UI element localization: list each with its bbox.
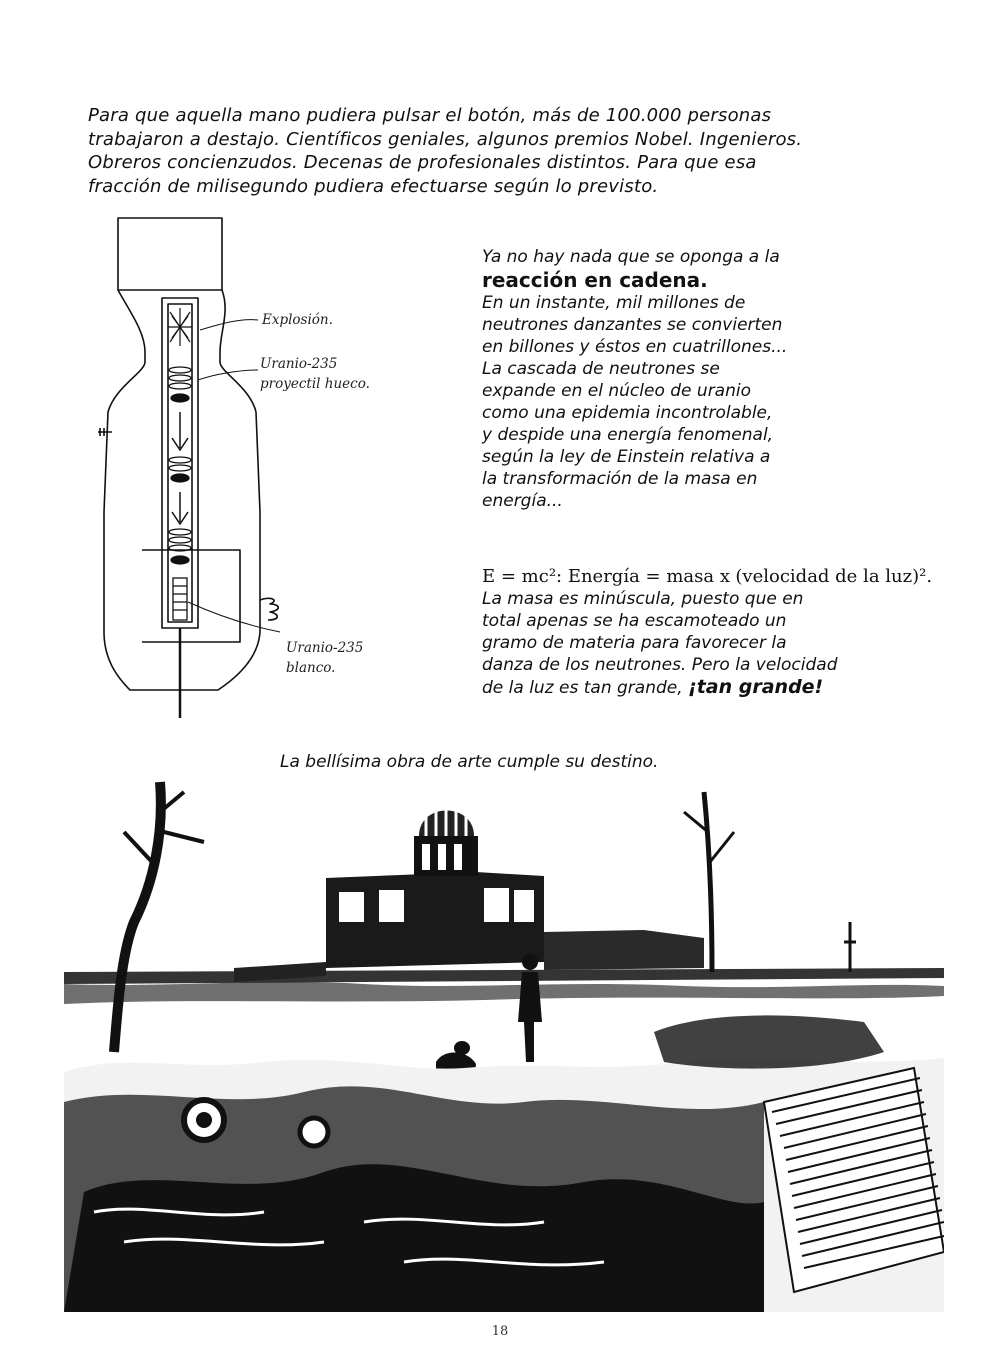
- chain-line: en billones y éstos en cuatrillones...: [482, 337, 788, 357]
- explosion-burst: [168, 308, 192, 346]
- chain-line: En un instante, mil millones de: [482, 293, 746, 313]
- chain-line: Ya no hay nada que se oponga a la: [482, 247, 780, 267]
- formula-body-line: total apenas se ha escamoteado un: [482, 611, 787, 631]
- ruins-drawing: [64, 772, 944, 1312]
- horizon: [64, 968, 944, 1004]
- hiroshima-ruins-illustration: [64, 772, 944, 1312]
- down-arrow-icon: [172, 412, 188, 524]
- uranium-projectile: [169, 367, 191, 564]
- formula-body-line: danza de los neutrones. Pero la velocidad: [482, 655, 838, 675]
- chain-line: La cascada de neutrones se: [482, 359, 720, 379]
- chain-reaction-text: [482, 246, 922, 512]
- bomb-diagram: [90, 212, 390, 722]
- formula-small: (velocidad de la luz): [735, 566, 920, 587]
- formula-last-start: de la luz es tan grande,: [482, 678, 689, 698]
- chain-line: como una epidemia incontrolable,: [482, 403, 773, 423]
- formula-last-line: [482, 676, 922, 699]
- chain-line: energía...: [482, 491, 563, 511]
- formula-text: [482, 566, 933, 699]
- chain-line: la transformación de la masa en: [482, 469, 758, 489]
- formula-body-line: La masa es minúscula, puesto que en: [482, 589, 804, 609]
- corrugated-sheet: [764, 1068, 944, 1292]
- formula-last-emph: ¡tan grande!: [688, 676, 824, 698]
- chain-heading: reacción en cadena.: [482, 268, 708, 292]
- label-projectile-2: proyectil hueco.: [260, 376, 370, 392]
- page-number: 18: [491, 1324, 509, 1339]
- formula-main: E = mc²: Energía = masa x: [482, 566, 730, 587]
- label-projectile-1: Uranio-235: [260, 356, 338, 372]
- intro-line: Para que aquella mano pudiera pulsar el botón, más de 100.000 personas: [88, 105, 772, 126]
- genbaku-dome: [234, 804, 704, 982]
- chain-line: expande en el núcleo de uranio: [482, 381, 751, 401]
- chain-line: y despide una energía fenomenal,: [482, 425, 774, 445]
- uranium-target: [173, 578, 187, 620]
- intro-line: fracción de milisegundo pudiera efectuarse según lo previsto.: [88, 175, 659, 197]
- intro-text: [88, 104, 928, 198]
- label-explosion: Explosión.: [262, 312, 333, 328]
- bomb-diagram-drawing: [90, 212, 390, 722]
- intro-line: trabajaron a destajo. Científicos geniales, algunos premios Nobel. Ingenieros.: [88, 128, 803, 150]
- label-target-1: Uranio-235: [286, 640, 364, 656]
- chain-line: según la ley de Einstein relativa a: [482, 447, 771, 467]
- formula-line: [482, 566, 933, 588]
- label-target-2: blanco.: [286, 660, 336, 676]
- bomb-casing: [98, 218, 278, 718]
- formula-body-line: gramo de materia para favorecer la: [482, 633, 787, 653]
- intro-line: Obreros concienzudos. Decenas de profesionales distintos. Para que esa: [88, 152, 757, 173]
- formula-end: ².: [919, 566, 933, 587]
- scene-caption: La bellísima obra de arte cumple su destino.: [280, 752, 659, 772]
- chain-line: neutrones danzantes se convierten: [482, 315, 783, 335]
